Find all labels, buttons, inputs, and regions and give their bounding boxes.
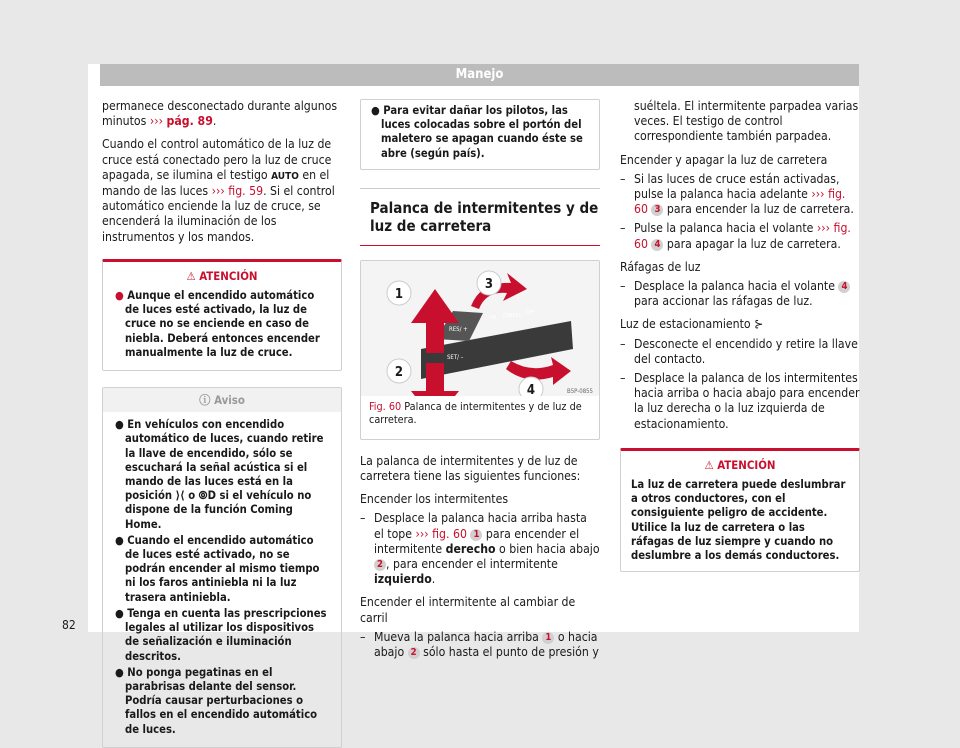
aviso-header: ⓘ Aviso bbox=[103, 388, 341, 412]
list-item: – Desplace la palanca hacia el volante 4 para accionar las ráfagas de luz. bbox=[620, 279, 860, 309]
column-1 bbox=[102, 99, 342, 748]
list-item: ● No ponga pegatinas en el parabrisas delante del sensor. Podría causar perturbaciones o fallos en el encendido automático de luces. bbox=[115, 665, 318, 736]
paragraph: suéltela. El intermitente parpadea varias veces. El testigo de control correspondiente también parpadea. bbox=[634, 99, 859, 144]
info-icon: ⓘ bbox=[199, 393, 211, 408]
svg-text:4: 4 bbox=[526, 382, 536, 396]
parking-light-icon: ⊱ bbox=[754, 317, 764, 332]
warning-triangle-icon: ⚠ bbox=[186, 268, 196, 283]
subheading: Ráfagas de luz bbox=[620, 259, 701, 274]
callout-badge: 1 bbox=[470, 529, 482, 541]
attention-box bbox=[102, 259, 342, 371]
svg-text:1: 1 bbox=[394, 286, 404, 302]
paragraph: Cuando el control automático de la luz de cruce está conectado pero la luz de cruce apagada, se ilumina el testigo AUTO en el mando de las luces ››› fig. 59. Si el control automático enciende la luz de cruce, se encenderá la iluminación de los instrumentos y los mandos. bbox=[102, 137, 335, 244]
subheading: Encender el intermitente al cambiar de carril bbox=[360, 595, 576, 625]
attention-box: ⚠ ATENCIÓN La luz de carretera puede deslumbrar a otros conductores, con el consiguiente peligro de accidente. Utilice la luz de carretera o las ráfagas de luz siempre y cuando no deslumbre a los demás conductores. bbox=[620, 448, 860, 572]
column-3 bbox=[620, 99, 860, 572]
list-item: ● Para evitar dañar los pilotos, las luces colocadas sobre el portón del maletero se apagan cuando éste se abre (según país). bbox=[371, 104, 583, 160]
ref-arrow: ››› bbox=[149, 114, 163, 129]
page-number: 82 bbox=[62, 618, 76, 632]
figure-code: B5P-0855 bbox=[567, 387, 593, 395]
list-item: ● Tenga en cuenta las prescripciones legales al utilizar los dispositivos de señalización e iluminación descritos. bbox=[115, 606, 327, 663]
callout-badge: 2 bbox=[374, 559, 386, 571]
list-item: – Mueva la palanca hacia arriba 1 o hacia abajo 2 sólo hasta el punto de presión y bbox=[360, 630, 600, 660]
list-item: ● Aunque el encendido automático de luces esté activado, la luz de cruce no se enciende en caso de niebla. Deberá entonces encender manualmente la luz de cruce. bbox=[115, 289, 320, 359]
attention-header: ⚠ ATENCIÓN bbox=[186, 268, 258, 283]
callout-badge: 2 bbox=[408, 647, 420, 659]
figure-box bbox=[360, 260, 600, 440]
page-header: Manejo bbox=[100, 64, 859, 86]
column-2 bbox=[360, 99, 600, 664]
page-reference-link[interactable]: pág. 89 bbox=[166, 114, 213, 129]
callout-badge: 1 bbox=[542, 632, 554, 644]
list-item: ● En vehículos con encendido automático de luces, cuando retire la llave de encendido, sólo se escuchará la señal acústica si el mando de las luces está en la posición ⟩⟨ o ⦾D si el vehículo no dispone de la función Coming Home. bbox=[115, 418, 324, 531]
warning-triangle-icon: ⚠ bbox=[704, 457, 714, 472]
lever-label-set: SET/ – bbox=[447, 353, 464, 361]
callout-badge: 3 bbox=[651, 204, 663, 216]
figure-caption: Fig. 60 Palanca de intermitentes y de luz de carretera. bbox=[369, 399, 582, 426]
lever-label-off: OFF bbox=[526, 309, 535, 316]
svg-text:3: 3 bbox=[484, 276, 494, 292]
subheading: Encender y apagar la luz de carretera bbox=[620, 152, 828, 167]
list-item: – Desplace la palanca hacia arriba hasta el tope ››› fig. 60 1 para encender el intermitente derecho o bien hacia abajo 2 , para encender el intermitente izquierdo. bbox=[360, 511, 600, 587]
figure-reference-link[interactable]: fig. 60 bbox=[634, 221, 851, 251]
callout-badge: 4 bbox=[651, 239, 663, 251]
svg-text:2: 2 bbox=[394, 364, 404, 380]
figure-reference-link[interactable]: fig. 59 bbox=[228, 184, 264, 199]
callout-badge: 4 bbox=[838, 281, 850, 293]
lever-label-cancel: CANCEL bbox=[503, 312, 522, 319]
list-item: – Si las luces de cruce están activadas, pulse la palanca hacia adelante ››› fig. 60 3 para encender la luz de carretera. bbox=[620, 172, 860, 218]
paragraph: La palanca de intermitentes y de luz de carretera tiene las siguientes funciones: bbox=[360, 453, 581, 484]
list-item: – Pulse la palanca hacia el volante ››› fig. 60 4 para apagar la luz de carretera. bbox=[620, 221, 860, 251]
list-item: – Desconecte el encendido y retire la llave del contacto. bbox=[620, 337, 860, 367]
attention-header: ⚠ ATENCIÓN bbox=[704, 457, 776, 472]
lever-label-on: ON bbox=[489, 314, 496, 321]
lever-label-res: RES/ + bbox=[449, 325, 468, 333]
list-item: ● Cuando el encendido automático de luces esté activado, no se podrán encender al mismo tiempo ni los faros antiniebla ni la luz trasera antiniebla. bbox=[115, 533, 320, 604]
paragraph: permanece desconectado durante algunos minutos ››› pág. 89. bbox=[102, 99, 338, 129]
figure-reference-link[interactable]: fig. 60 bbox=[432, 526, 467, 541]
auto-indicator-icon: AUTO bbox=[271, 170, 299, 182]
turn-signal-lever-figure bbox=[361, 261, 599, 396]
subheading: Luz de estacionamiento ⊱ bbox=[620, 317, 764, 332]
subheading: Encender los intermitentes bbox=[360, 492, 509, 507]
figure-reference-link[interactable]: fig. 60 bbox=[634, 187, 846, 217]
section-title: Palanca de intermitentes y de luz de carretera bbox=[360, 188, 600, 246]
aviso-box bbox=[102, 387, 342, 748]
note-box bbox=[360, 99, 600, 170]
list-item: – Desplace la palanca de los intermitentes hacia arriba o hacia abajo para encender la luz derecha o la luz izquierda de estacionamiento. bbox=[620, 371, 860, 432]
